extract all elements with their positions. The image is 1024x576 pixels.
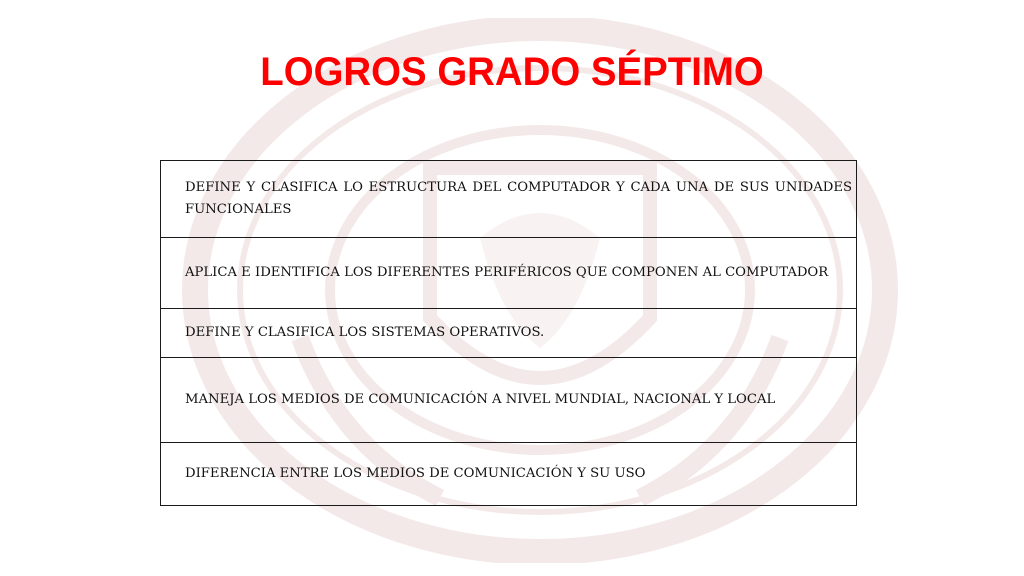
objective-cell: DEFINE Y CLASIFICA LO ESTRUCTURA DEL COMPUTADOR Y CADA UNA DE SUS UNIDADES FUNCIONALES [161,161,857,238]
table-row [161,443,857,506]
table-row [161,358,857,443]
objective-cell: APLICA E IDENTIFICA LOS DIFERENTES PERIFÉRICOS QUE COMPONEN AL COMPUTADOR [161,238,857,309]
objective-cell: DIFERENCIA ENTRE LOS MEDIOS DE COMUNICACIÓN Y SU USO [161,443,857,506]
slide-title: LOGROS GRADO SÉPTIMO [260,50,764,94]
table-row [161,238,857,309]
objectives-table [160,160,857,506]
objective-cell: MANEJA LOS MEDIOS DE COMUNICACIÓN A NIVEL MUNDIAL, NACIONAL Y LOCAL [161,358,857,443]
objective-cell: DEFINE Y CLASIFICA LOS SISTEMAS OPERATIVOS. [161,309,857,358]
table-row [161,309,857,358]
table-row [161,161,857,238]
